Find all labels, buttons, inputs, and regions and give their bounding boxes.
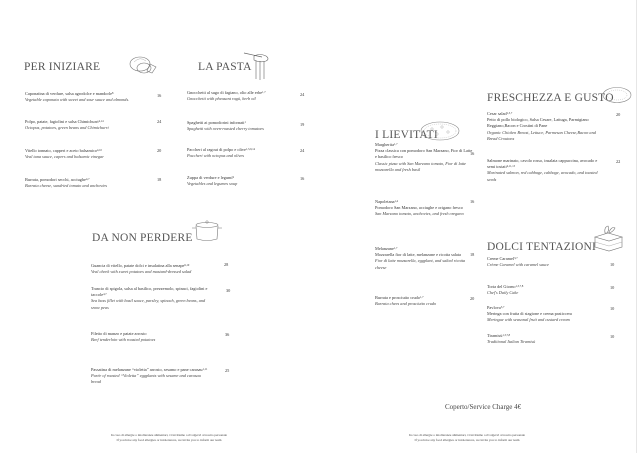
item-name: Burrata e prosciutto crudo — [375, 295, 420, 300]
right-menu-page — [320, 0, 637, 453]
menu-item: Polpo, patate, fagiolini e salsa Chimichurri$^{4,14}$ Octopus, potatoes, green beans and Chimichurri — [25, 119, 157, 131]
cheese-icon — [128, 54, 158, 76]
section-title-da-non-perdere: DA NON PERDERE — [92, 232, 193, 244]
item-price: 16 — [300, 176, 305, 181]
item-detail: Pizza classica con pomodoro San Marzano, Fior di Latte e basilico fresco — [375, 148, 473, 160]
item-name: Torta del Giorno — [487, 284, 516, 289]
item-name: Melanzane — [375, 246, 394, 251]
item-price: 28 — [224, 262, 229, 267]
item-description: Beef tenderloin with roasted potatoes — [91, 337, 156, 343]
item-description: Sea bass fillet with basil sauce, parsley, spinach, green beans, and snow peas — [91, 298, 206, 310]
item-price: 18 — [157, 177, 162, 182]
menu-item: Passatina di melanzane “violetta” arrosto, sesamo e pane carasau$^{1,11}$ Purée of roasted “Violetta” eggplants with sesame and carasau bread — [91, 367, 211, 386]
item-price: 20 — [616, 112, 621, 117]
item-description: Veal cheek with sweet potatoes and mustard-dressed salad — [91, 269, 192, 275]
item-price: 24 — [157, 119, 162, 124]
item-name: Filetto di manzo e patate arrosto — [91, 331, 147, 336]
item-name: Cesar salad — [487, 111, 507, 116]
item-price: 16 — [157, 93, 162, 98]
item-detail: Petto di pollo biologico, Salsa Cesare, Lattuga, Parmigiano Reggiano,Bacon e Crostini di Pane — [487, 117, 589, 129]
item-name: Vitello tonnato, capperi e aceto balsamico — [25, 148, 98, 153]
section-title-freschezza-e-gusto: FRESCHEZZA E GUSTO — [487, 92, 614, 104]
item-description: Spaghetti with oven-roasted cherry tomatoes — [187, 126, 264, 132]
pizza-icon — [420, 120, 460, 142]
item-price: 20 — [157, 148, 162, 153]
item-price: 10 — [610, 285, 615, 290]
item-description: Gnocchetti with pheasant ragù, herb oil — [187, 96, 256, 102]
menu-item: Pavlova$^{3,7}$ Meringa con frutta di stagione e crema pasticcera Meringue with seasonal fruit and custard cream — [487, 305, 602, 324]
item-description: Veal tuna sauce, capers and balsamic vinegar — [25, 154, 104, 160]
item-name: Polpo, patate, fagiolini e salsa Chimichurri — [25, 119, 99, 124]
item-description: Vegetable caponata with sweet and sour sauce and almonds. — [25, 97, 130, 103]
allergy-notice-italian: In caso di allergie o intolleranze alimentari, vi invitiamo a rivolgervi al nostro personale — [110, 433, 228, 437]
menu-item: Melanzane$^{1,7}$ Mozzarella fior di latte, melanzane e ricotta salata Fior di latte mozzarella, eggplant, and salted ricotta cheese — [375, 246, 466, 270]
menu-item: Tiramisù$^{1,3,7,8}$ Traditional Italian Tiramisù — [487, 333, 602, 345]
item-description: Classic pizza with San Marzano tomato, Fior di latte mozzarella and fresh basil — [375, 160, 467, 172]
item-name: Burrata, pomodori secchi, acciughe — [25, 177, 86, 182]
menu-item: Trancio di spigola, salsa al basilico, prezzemolo, spinaci, fagiolini e taccole$^{4,7}$ Sea bass fillet with basil sauce, parsley, spinach, green beans, and snow peas — [91, 286, 211, 311]
item-name: Napoletana — [375, 199, 395, 204]
item-price: 16 — [470, 151, 475, 156]
item-name: Trancio di spigola, salsa al basilico, prezzemolo, spinaci, fagiolini e taccole — [91, 286, 208, 298]
item-name: Creme Caramel — [487, 256, 515, 261]
item-name: Salmone marinato, cavolo rosso, insalata cappuccina, avocado e semi tostati — [487, 158, 598, 170]
item-price: 10 — [610, 334, 615, 339]
menu-item: Cesar salad$^{1,3,7}$ Petto di pollo biologico, Salsa Cesare, Lattuga, Parmigiano Reggiano,Bacon e Crostini di Pane Organic Chicken Breast, Lettuce, Parmesan Cheese,Bacon and Bread Croutons — [487, 111, 599, 142]
item-price: 24 — [300, 148, 305, 153]
item-description: Vegetables and legumes soup — [187, 181, 238, 187]
pasta-fork-icon — [242, 51, 274, 81]
menu-item: Salmone marinato, cavolo rosso, insalata cappuccina, avocado e semi tostati$^{4,11,13}$ Marinated salmon, red cabbage, cabbage, avocado, and toasted seeds — [487, 158, 598, 182]
menu-item: Zuppa di verdure e legumi$^9$ Vegetables and legumes soup — [187, 175, 302, 187]
section-title-per-iniziare: PER INIZIARE — [24, 61, 101, 73]
item-price: 30 — [226, 288, 231, 293]
item-price: 36 — [225, 332, 230, 337]
allergy-notice — [69, 433, 269, 442]
menu-item: Guancia di vitello, patate dolci e insalatina alla senape$^{9,10}$ Veal cheek with sweet potatoes and mustard-dressed salad — [91, 263, 221, 275]
item-name: Spaghetti ai pomodorini infornati — [187, 120, 245, 125]
menu-item: Gnocchetti al sugo di fagiano, olio alle erbe$^{1,7}$ Gnocchetti with pheasant ragù, herb oil — [187, 90, 302, 102]
section-title-la-pasta: LA PASTA — [198, 61, 252, 73]
item-description: Chef's Daily Cake — [487, 290, 519, 296]
allergy-notice-italian: In caso di allergie o intolleranze alimentari, vi invitiamo a rivolgervi al nostro personale — [408, 433, 526, 437]
item-price: 20 — [470, 296, 475, 301]
menu-item: Margherita$^{1,7}$ Pizza classica con pomodoro San Marzano, Fior di Latte e basilico fresco Classic pizza with San Marzano tomato, Fior di latte mozzarella and fresh basil — [375, 142, 475, 173]
item-price: 16 — [470, 199, 475, 204]
item-description: Purée of roasted “Violetta” eggplants with sesame and carasau bread — [91, 373, 201, 385]
menu-item: Caponatina di verdure, salsa agrodolce e mandorle$^8$ Vegetable caponata with sweet and sour sauce and almonds. — [25, 91, 157, 103]
section-title-dolci-tentazioni: DOLCI TENTAZIONI — [487, 241, 597, 253]
menu-item: Burrata, pomodori secchi, acciughe$^{4,7}$ Burrata cheese, sundried tomato and anchovies — [25, 177, 157, 189]
item-description: Traditional Italian Tiramisù — [487, 339, 536, 345]
item-description: Organic Chicken Breast, Lettuce, Parmesan Cheese,Bacon and Bread Croutons — [487, 129, 596, 141]
item-description: Meringue with seasonal fruit and custard cream — [487, 317, 570, 323]
item-name: Paccheri al ragout di polpo e olive — [187, 147, 246, 152]
item-description: Paccheri with octopus and olives — [187, 153, 245, 159]
item-description: Octopus, potatoes, green beans and Chimichurri — [25, 125, 109, 131]
item-description: San Marzano tomato, anchovies, and fresh oregano — [375, 211, 464, 217]
salad-bowl-icon — [602, 86, 632, 104]
item-name: Pavlova — [487, 305, 501, 310]
item-name: Zuppa di verdure e legumi — [187, 175, 233, 180]
allergy-notice-english: If you have any food allergies or intolerances, we invite you to inform our team — [116, 437, 222, 442]
item-description: Crème Caramel with caramel sauce — [487, 262, 550, 268]
item-price: 22 — [616, 159, 621, 164]
menu-item: Paccheri al ragout di polpo e olive$^{1,3,9,14}$ Paccheri with octopus and olives — [187, 147, 302, 159]
item-detail: Meringa con frutta di stagione e crema pasticcera — [487, 311, 572, 317]
cover-charge: Coperto/Service Charge 4€ — [445, 403, 522, 411]
section-title-i-lievitati: I LIEVITATI — [375, 129, 438, 141]
item-description: Burrata chees and prosciutto crudo — [375, 301, 437, 307]
item-price: 18 — [470, 252, 475, 257]
menu-item: Spaghetti ai pomodorini infornati$^1$ Spaghetti with oven-roasted cherry tomatoes — [187, 120, 302, 132]
allergy-notice-english: If you have any food allergies or intolerances, we invite you to inform our team — [414, 437, 520, 442]
item-name: Gnocchetti al sugo di fagiano, olio alle erbe — [187, 90, 263, 95]
allergy-notice — [367, 433, 567, 442]
item-name: Tiramisù — [487, 333, 503, 338]
item-description: Burrata cheese, sundried tomato and anchovies — [25, 183, 108, 189]
menu-item: Creme Caramel$^{3,7}$ Crème Caramel with caramel sauce — [487, 256, 602, 268]
item-name: Caponatina di verdure, salsa agrodolce e mandorle — [25, 91, 112, 96]
item-detail: Mozzarella fior di latte, melanzane e ricotta salata — [375, 252, 461, 258]
item-price: 10 — [610, 306, 615, 311]
item-name: Guancia di vitello, patate dolci e insalatina alla senape — [91, 263, 185, 268]
item-price: 10 — [610, 262, 615, 267]
item-description: Marinated salmon, red cabbage, cabbage, avocado, and toasted seeds — [487, 170, 598, 182]
cake-slice-icon — [592, 223, 624, 253]
item-description: Fior di latte mozzarella, eggplant, and salted ricotta cheese — [375, 258, 466, 270]
cooking-pot-icon — [191, 219, 223, 243]
menu-item: Napoletana$^{1,4}$ Pomodoro San Marzano, acciughe e origano fresco San Marzano tomato, anchovies, and fresh oregano — [375, 199, 467, 218]
menu-item — [91, 331, 221, 343]
item-name: Margherita — [375, 142, 395, 147]
item-detail: Pomodoro San Marzano, acciughe e origano fresco — [375, 205, 463, 211]
item-name: Passatina di melanzane “violetta” arrosto, sesamo e pane carasau — [91, 367, 203, 372]
menu-item: Vitello tonnato, capperi e aceto balsamico$^{4,10}$ Veal tuna sauce, capers and balsamic vinegar — [25, 148, 157, 160]
item-price: 25 — [225, 368, 230, 373]
item-price: 24 — [300, 92, 305, 97]
item-price: 19 — [300, 122, 305, 127]
menu-item: Burrata e prosciutto crudo$^{1,7}$ Burrata chees and prosciutto crudo — [375, 295, 467, 307]
menu-item: Torta del Giorno$^{1,3,7,8}$ Chef's Daily Cake — [487, 284, 602, 296]
